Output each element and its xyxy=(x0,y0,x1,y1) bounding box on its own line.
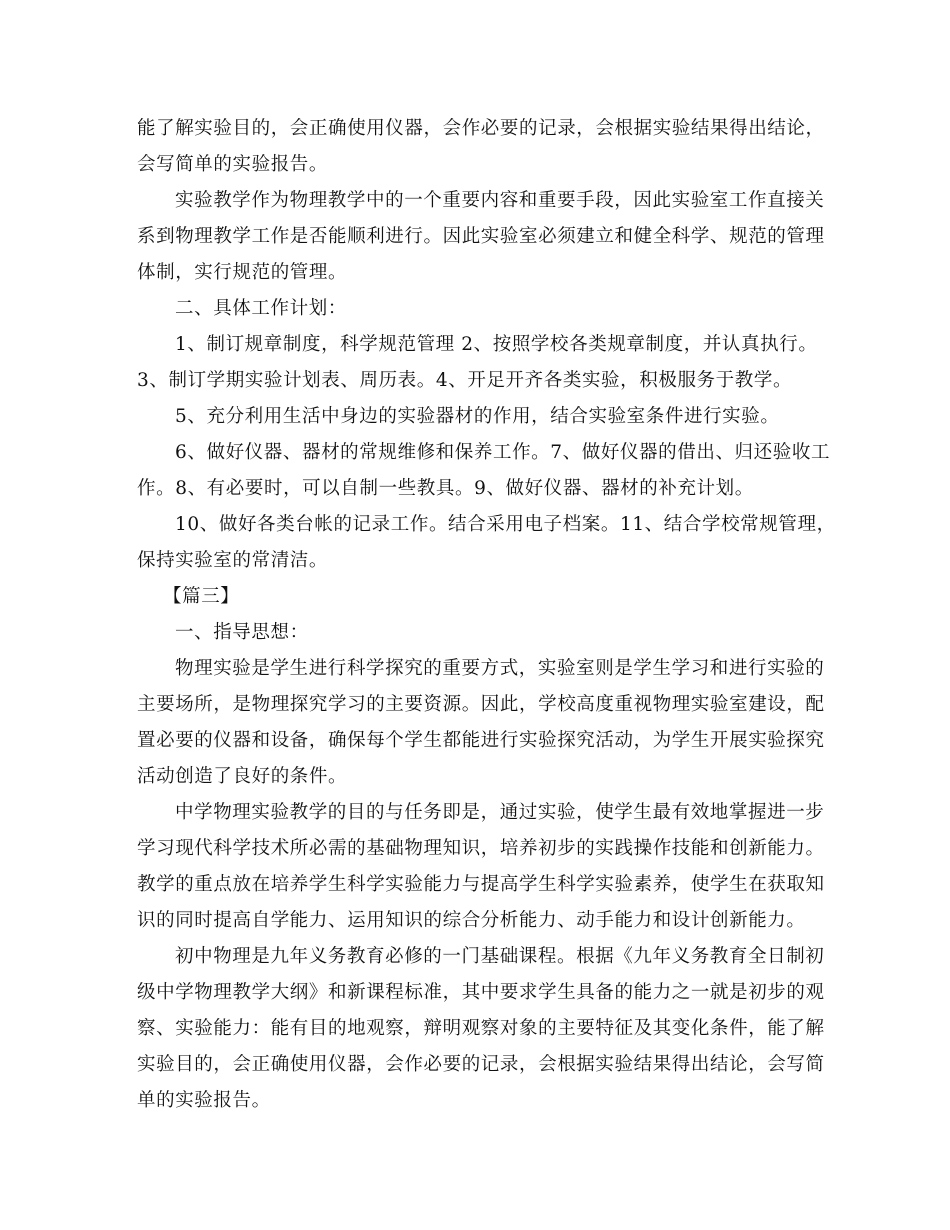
section-heading: 二、具体工作计划： xyxy=(175,298,347,319)
chapter-heading: 【篇三】 xyxy=(163,586,240,607)
paragraph-line: 会写简单的实验报告。 xyxy=(137,154,329,175)
list-item: 5、充分利用生活中身边的实验器材的作用，结合实验室条件进行实验。 xyxy=(175,406,780,427)
paragraph-line: 置必要的仪器和设备，确保每个学生都能进行实验探究活动，为学生开展实验探究 xyxy=(137,730,825,751)
list-item: 3、制订学期实验计划表、周历表。4、开足开齐各类实验，积极服务于教学。 xyxy=(137,370,793,391)
paragraph-line: 体制，实行规范的管理。 xyxy=(137,262,348,283)
paragraph-line: 主要场所，是物理探究学习的主要资源。因此，学校高度重视物理实验室建设，配 xyxy=(137,694,825,715)
paragraph-line: 察、实验能力：能有目的地观察，辩明观察对象的主要特征及其变化条件，能了解 xyxy=(137,1018,825,1039)
paragraph-line: 中学物理实验教学的目的与任务即是，通过实验，使学生最有效地掌握进一步 xyxy=(175,802,825,823)
paragraph-line: 物理实验是学生进行科学探究的重要方式，实验室则是学生学习和进行实验的 xyxy=(175,658,825,679)
paragraph-line: 级中学物理教学大纲》和新课程标准，其中要求学生具备的能力之一就是初步的观 xyxy=(137,982,825,1003)
paragraph-line: 教学的重点放在培养学生科学实验能力与提高学生科学实验素养，使学生在获取知 xyxy=(137,874,825,895)
paragraph-line: 实验目的，会正确使用仪器，会作必要的记录，会根据实验结果得出结论，会写简 xyxy=(137,1054,825,1075)
list-item: 1、制订规章制度，科学规范管理 2、按照学校各类规章制度，并认真执行。 xyxy=(175,334,818,355)
paragraph-line: 初中物理是九年义务教育必修的一门基础课程。根据《九年义务教育全日制初 xyxy=(175,946,825,967)
list-item: 6、做好仪器、器材的常规维修和保养工作。7、做好仪器的借出、归还验收工 xyxy=(175,442,831,463)
list-item: 10、做好各类台帐的记录工作。结合采用电子档案。11、结合学校常规管理， xyxy=(175,514,836,535)
section-heading: 一、指导思想： xyxy=(175,622,309,643)
paragraph-line: 活动创造了良好的条件。 xyxy=(137,766,348,787)
paragraph-line: 识的同时提高自学能力、运用知识的综合分析能力、动手能力和设计创新能力。 xyxy=(137,910,806,931)
list-item: 保持实验室的常清洁。 xyxy=(137,550,329,571)
paragraph-line: 实验教学作为物理教学中的一个重要内容和重要手段，因此实验室工作直接关 xyxy=(175,190,825,211)
paragraph-line: 系到物理教学工作是否能顺利进行。因此实验室必须建立和健全科学、规范的管理 xyxy=(137,226,825,247)
paragraph-line: 单的实验报告。 xyxy=(137,1090,271,1111)
paragraph-line: 能了解实验目的，会正确使用仪器，会作必要的记录，会根据实验结果得出结论， xyxy=(137,118,825,139)
list-item: 作。8、有必要时，可以自制一些教具。9、做好仪器、器材的补充计划。 xyxy=(137,478,754,499)
paragraph-line: 学习现代科学技术所必需的基础物理知识，培养初步的实践操作技能和创新能力。 xyxy=(137,838,825,859)
